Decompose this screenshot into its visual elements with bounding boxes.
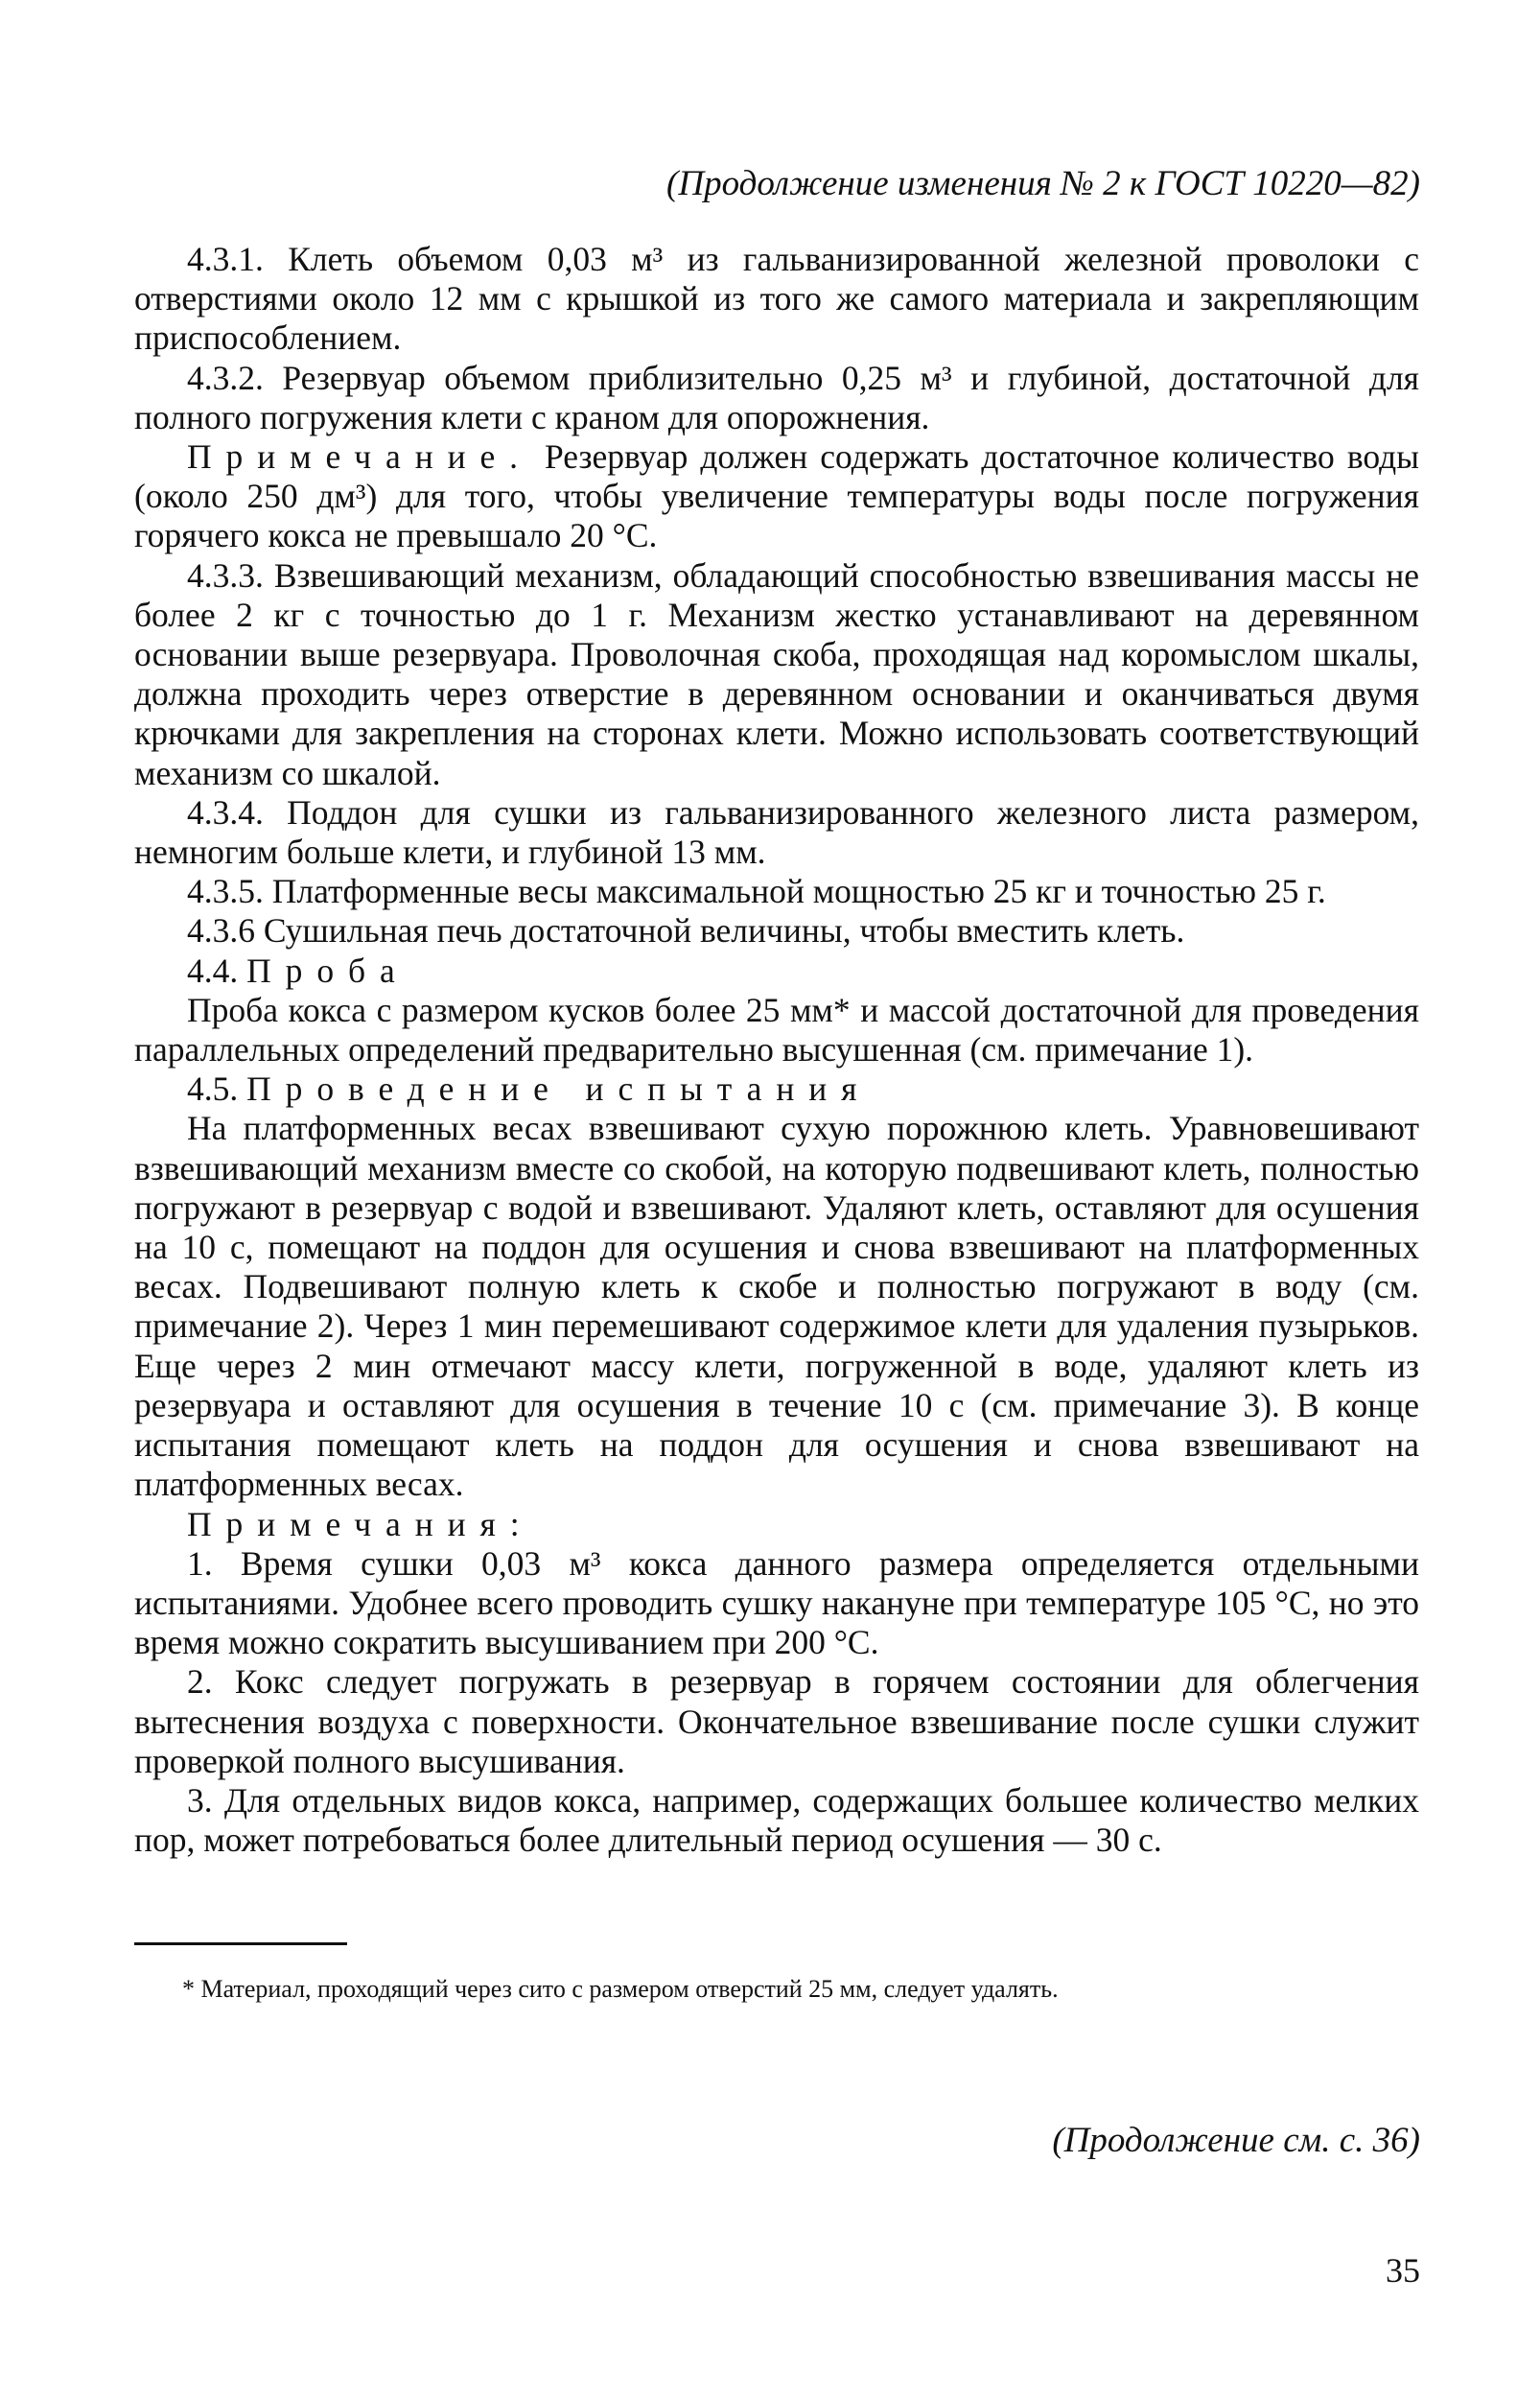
running-head: (Продолжение изменения № 2 к ГОСТ 10220—82) <box>666 164 1420 203</box>
section-number-4-5: 4.5. <box>187 1069 239 1109</box>
paragraph-4-3-4: 4.3.4. Поддон для сушки из гальванизированного железного листа размером, немногим больше клети, и глубиной 13 мм. <box>134 792 1419 872</box>
paragraph-4-3-2: 4.3.2. Резервуар объемом приблизительно 0,25 м³ и глубиной, достаточной для полного погружения клети с краном для опорожнения. <box>134 358 1419 436</box>
note-label: Примечание. <box>187 437 532 477</box>
footnote: * Материал, проходящий через сито с размером отверстий 25 мм, следует удалять. <box>182 1975 1059 2003</box>
body-text <box>134 240 1419 1860</box>
section-title-4-4: Проба <box>246 951 409 990</box>
section-heading-4-5 <box>134 1069 1419 1109</box>
section-number-4-4: 4.4. <box>187 951 239 990</box>
note-text: Резервуар должен содержать достаточное количество воды (около 250 дм³) для того, чтобы увеличение температуры воды после погружения горячего кокса не превышало 20 °С. <box>134 437 1419 555</box>
paragraph-sample: Проба кокса с размером кусков более 25 мм* и массой достаточной для проведения параллельных определений предварительно высушенная (см. примечание 1). <box>134 990 1419 1069</box>
paragraph-4-3-6: 4.3.6 Сушильная печь достаточной величины, чтобы вместить клеть. <box>187 911 1185 951</box>
note-item-3: 3. Для отдельных видов кокса, например, содержащих большее количество мелких пор, может потребоваться более длительный период осушения — 30 с. <box>134 1780 1419 1860</box>
note-paragraph <box>134 437 1419 556</box>
paragraph-procedure: На платформенных весах взвешивают сухую порожнюю клеть. Уравновешивают взвешивающий механизм вместе со скобой, на которую подвешивают клеть, полностью погружают в резервуар с водой и взвешивают. Удаляют клеть, оставляют для осушения на 10 с, помещают на поддон для осушения и снова взвешивают на платформенных весах. Подвешивают полную клеть к скобе и полностью погружают в воду (см. примечание 2). Через 1 мин перемешивают содержимое клети для удаления пузырьков. Еще через 2 мин отмечают массу клети, погруженной в воде, удаляют клеть из резервуара и оставляют для осушения в течение 10 с (см. примечание 3). В конце испытания помещают клеть на поддон для осушения и снова взвешивают на платформенных весах. <box>134 1109 1419 1504</box>
section-heading-4-4 <box>134 952 1419 991</box>
note-item-1: 1. Время сушки 0,03 м³ кокса данного размера определяется отдельными испытаниями. Удобнее всего проводить сушку накануне при температуре 105 °С, но это время можно сократить высушиванием при 200 °С. <box>134 1543 1419 1662</box>
paragraph-4-3-5: 4.3.5. Платформенные весы максимальной мощностью 25 кг и точностью 25 г. <box>187 872 1326 911</box>
notes-heading <box>134 1505 1419 1544</box>
paragraph-4-3-1: 4.3.1. Клеть объемом 0,03 м³ из гальванизированной железной проволоки с отверстиями около 12 мм с крышкой из того же самого материала и закрепляющим приспособлением. <box>134 240 1419 358</box>
paragraph-4-3-3: 4.3.3. Взвешивающий механизм, обладающий способностью взвешивания массы не более 2 кг с точностью до 1 г. Механизм жестко устанавливают на деревянном основании выше резервуара. Проволочная скоба, проходящая над коромыслом шкалы, должна проходить через отверстие в деревянном основании и оканчиваться двумя крючками для закрепления на сторонах клети. Можно использовать соответствующий механизм со шкалой. <box>134 555 1419 792</box>
page-number: 35 <box>1386 2251 1420 2290</box>
continued-note: (Продолжение см. с. 36) <box>1052 2121 1420 2160</box>
footnote-separator <box>134 1942 347 1945</box>
section-title-4-5: Проведение испытания <box>246 1069 872 1109</box>
note-item-2: 2. Кокс следует погружать в резервуар в горячем состоянии для облегчения вытеснения воздуха с поверхности. Окончательное взвешивание после сушки служит проверкой полного высушивания. <box>134 1662 1419 1780</box>
notes-heading-label: Примечания: <box>187 1504 534 1543</box>
